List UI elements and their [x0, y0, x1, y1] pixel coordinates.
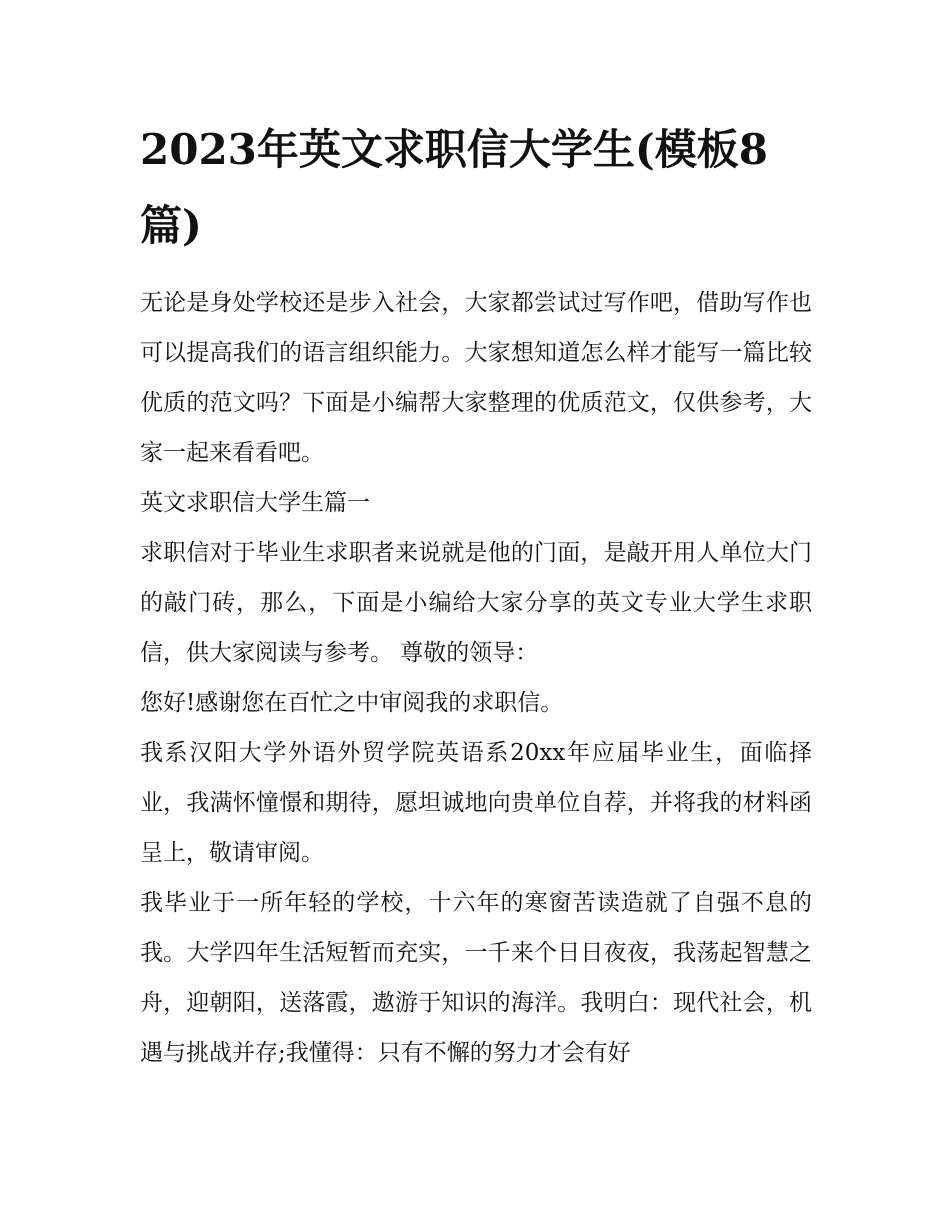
- body-paragraph: 我毕业于一所年轻的学校，十六年的寒窗苦读造就了自强不息的我。大学四年生活短暂而充实，一千来个日日夜夜，我荡起智慧之舟，迎朝阳，送落霞，遨游于知识的海洋。我明白：现代社会，机遇与挑战并存;我懂得：只有不懈的努力才会有好: [140, 890, 812, 1066]
- document-body: [140, 278, 812, 1078]
- body-paragraph: 求职信对于毕业生求职者来说就是他的门面，是敲开用人单位大门的敲门砖，那么，下面是小编给大家分享的英文专业大学生求职信，供大家阅读与参考。 尊敬的领导：: [140, 540, 812, 666]
- page-title: 2023年英文求职信大学生(模板8篇): [140, 125, 768, 250]
- section-heading: 英文求职信大学生篇一: [140, 490, 370, 516]
- intro-paragraph: 无论是身处学校还是步入社会，大家都尝试过写作吧，借助写作也可以提高我们的语言组织能力。大家想知道怎么样才能写一篇比较优质的范文吗？下面是小编帮大家整理的优质范文，仅供参考，大家一起来看看吧。: [140, 290, 812, 466]
- body-paragraph: 您好!感谢您在百忙之中审阅我的求职信。: [140, 690, 564, 716]
- body-paragraph: 我系汉阳大学外语外贸学院英语系20xx年应届毕业生，面临择业，我满怀憧憬和期待，愿坦诚地向贵单位自荐，并将我的材料函呈上，敬请审阅。: [140, 740, 812, 866]
